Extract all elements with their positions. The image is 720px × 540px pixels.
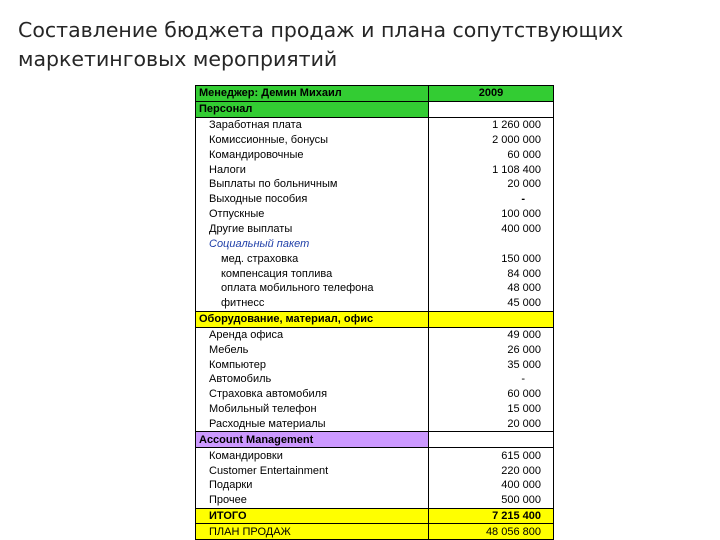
- sales-plan-value: 48 056 800: [429, 524, 554, 540]
- row-label: компенсация топлива: [196, 266, 429, 281]
- row-value: 400 000: [429, 478, 554, 493]
- row-value: 60 000: [429, 147, 554, 162]
- table-row: [196, 493, 554, 508]
- row-label: Отпускные: [196, 207, 429, 222]
- row-value: -: [429, 372, 554, 387]
- manager-header: Менеджер: Демин Михаил: [196, 86, 429, 102]
- row-value: -: [429, 192, 554, 207]
- row-value: 45 000: [429, 296, 554, 311]
- row-value: 400 000: [429, 222, 554, 237]
- row-label: Выходные пособия: [196, 192, 429, 207]
- slide-title: Составление бюджета продаж и плана сопутствующих маркетинговых мероприятий: [18, 18, 624, 71]
- table-header-row: [196, 86, 554, 102]
- table-row: [196, 281, 554, 296]
- section-value: [429, 311, 554, 327]
- sales-plan-row: [196, 524, 554, 540]
- subsection-row-social-package: [196, 236, 554, 251]
- row-value: 500 000: [429, 493, 554, 508]
- subsection-value: [429, 236, 554, 251]
- subsection-label: Социальный пакет: [196, 236, 429, 251]
- row-label: мед. страховка: [196, 251, 429, 266]
- row-label: Налоги: [196, 162, 429, 177]
- total-row: [196, 508, 554, 524]
- row-value: 48 000: [429, 281, 554, 296]
- table-row: [196, 463, 554, 478]
- table-row: [196, 402, 554, 417]
- table-row: [196, 117, 554, 132]
- row-value: 150 000: [429, 251, 554, 266]
- row-value: 60 000: [429, 387, 554, 402]
- row-label: Компьютер: [196, 357, 429, 372]
- section-label: Оборудование, материал, офис: [196, 311, 429, 327]
- row-label: Другие выплаты: [196, 222, 429, 237]
- table-row: [196, 133, 554, 148]
- row-value: 220 000: [429, 463, 554, 478]
- section-row-account-management: [196, 432, 554, 448]
- row-label: оплата мобильного телефона: [196, 281, 429, 296]
- section-label: Персонал: [196, 101, 429, 117]
- row-value: 1 108 400: [429, 162, 554, 177]
- row-value: 20 000: [429, 177, 554, 192]
- row-value: 35 000: [429, 357, 554, 372]
- budget-table: [195, 85, 554, 540]
- row-value: 615 000: [429, 448, 554, 463]
- table-row: [196, 251, 554, 266]
- row-label: Комиссионные, бонусы: [196, 133, 429, 148]
- table-row: [196, 192, 554, 207]
- year-header: 2009: [429, 86, 554, 102]
- row-value: 26 000: [429, 342, 554, 357]
- row-label: Мебель: [196, 342, 429, 357]
- row-label: Командировки: [196, 448, 429, 463]
- section-value: [429, 432, 554, 448]
- table-row: [196, 266, 554, 281]
- section-row-equipment: [196, 311, 554, 327]
- row-value: 84 000: [429, 266, 554, 281]
- row-label: Командировочные: [196, 147, 429, 162]
- table-row: [196, 478, 554, 493]
- table-row: [196, 342, 554, 357]
- row-value: 20 000: [429, 417, 554, 432]
- row-label: Мобильный телефон: [196, 402, 429, 417]
- table-row: [196, 387, 554, 402]
- row-label: Подарки: [196, 478, 429, 493]
- table-row: [196, 417, 554, 432]
- section-value: [429, 101, 554, 117]
- row-value: 49 000: [429, 327, 554, 342]
- table-row: [196, 372, 554, 387]
- row-label: Аренда офиса: [196, 327, 429, 342]
- row-label: Заработная плата: [196, 117, 429, 132]
- row-value: 100 000: [429, 207, 554, 222]
- row-label: Прочее: [196, 493, 429, 508]
- table-row: [196, 162, 554, 177]
- table-row: [196, 207, 554, 222]
- row-label: Выплаты по больничным: [196, 177, 429, 192]
- row-value: 1 260 000: [429, 117, 554, 132]
- table-row: [196, 147, 554, 162]
- sales-plan-label: ПЛАН ПРОДАЖ: [196, 524, 429, 540]
- table-row: [196, 448, 554, 463]
- table-row: [196, 327, 554, 342]
- row-label: Расходные материалы: [196, 417, 429, 432]
- section-label: Account Management: [196, 432, 429, 448]
- section-row-personnel: [196, 101, 554, 117]
- total-label: ИТОГО: [196, 508, 429, 524]
- row-label: Страховка автомобиля: [196, 387, 429, 402]
- total-value: 7 215 400: [429, 508, 554, 524]
- row-value: 2 000 000: [429, 133, 554, 148]
- table-row: [196, 177, 554, 192]
- table-row: [196, 357, 554, 372]
- row-label: фитнесс: [196, 296, 429, 311]
- table-row: [196, 222, 554, 237]
- row-value: 15 000: [429, 402, 554, 417]
- row-label: Автомобиль: [196, 372, 429, 387]
- table-row: [196, 296, 554, 311]
- row-label: Customer Entertainment: [196, 463, 429, 478]
